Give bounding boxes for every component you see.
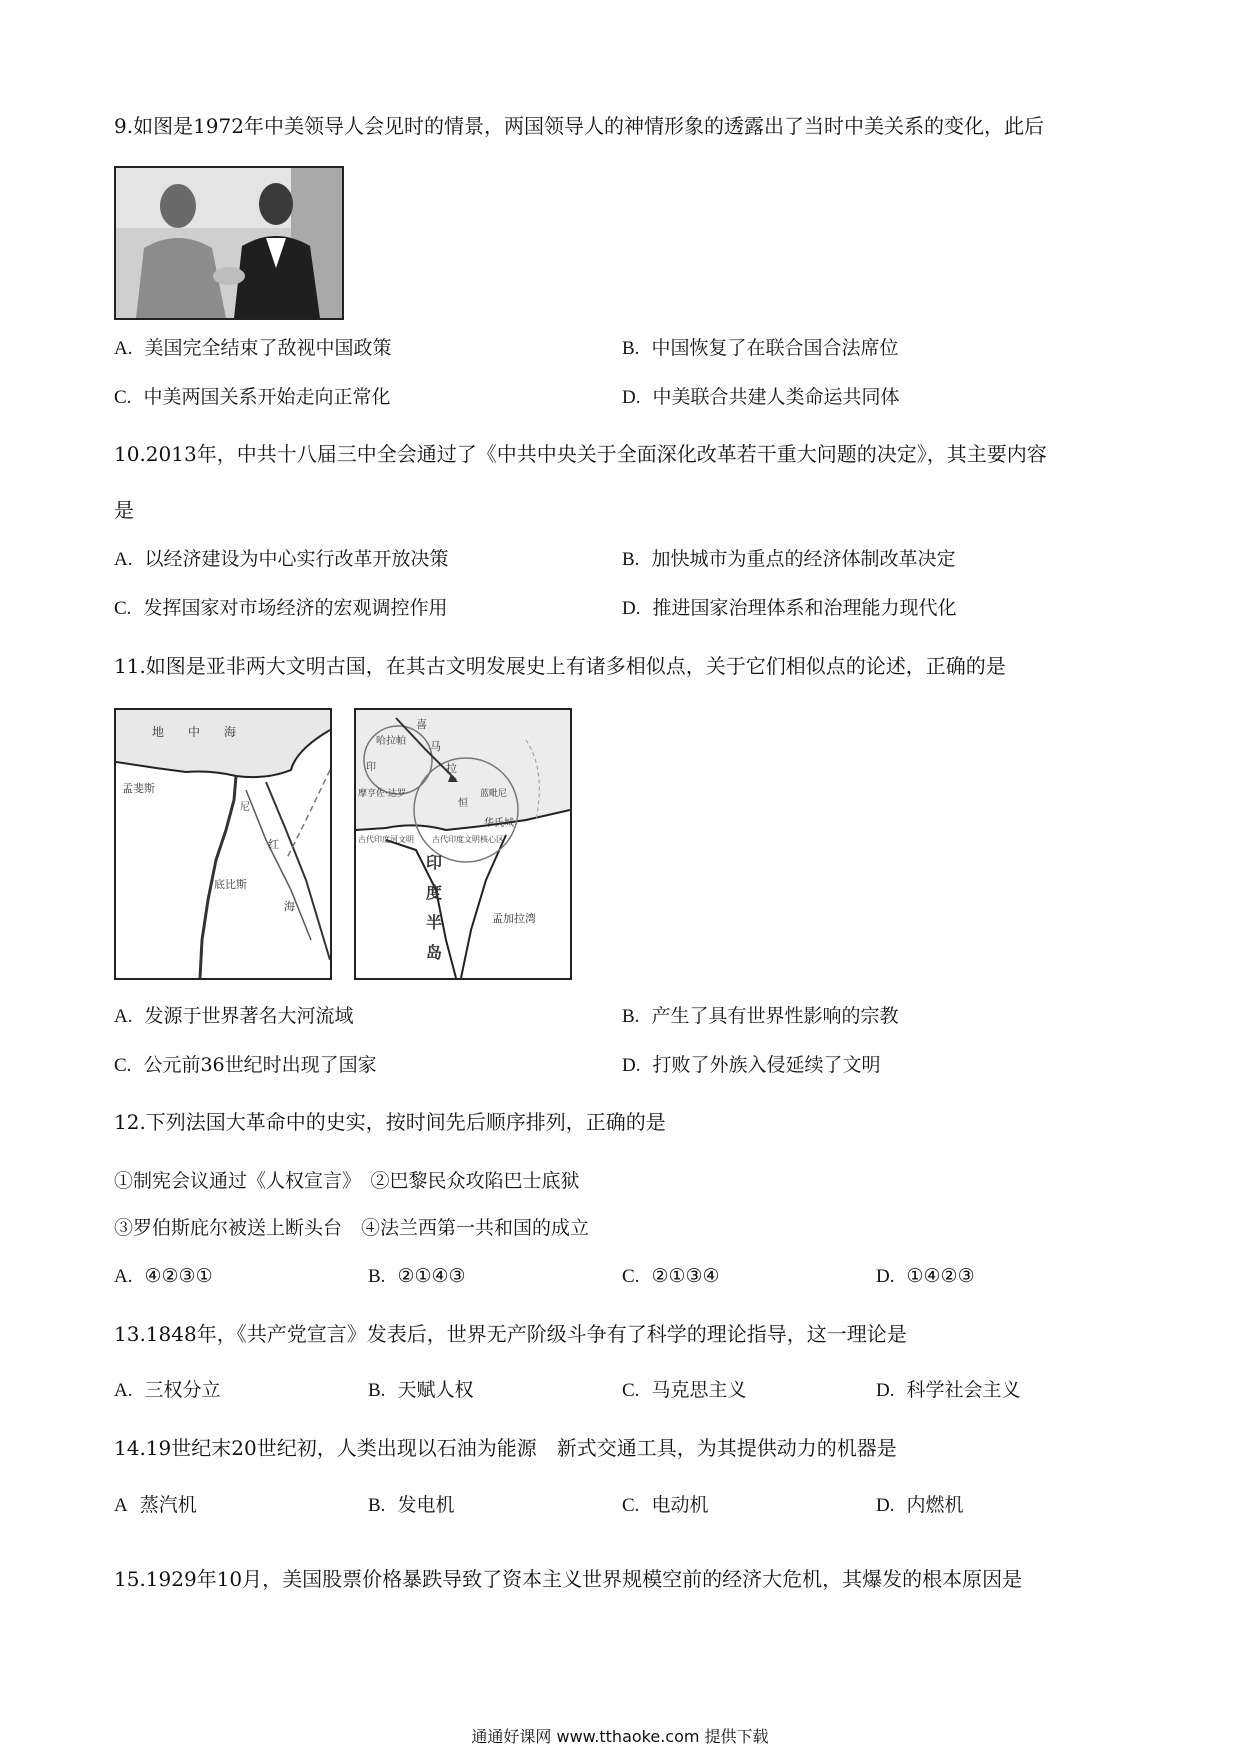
india-label-heng: 恒 — [458, 798, 468, 809]
q12-option-a[interactable]: A. ④②③① — [114, 1265, 213, 1287]
india-label-lumbini: 蓝毗尼 — [480, 789, 508, 799]
q12-events-line2: ③罗伯斯庇尔被送上断头台 ④法兰西第一共和国的成立 — [114, 1217, 590, 1239]
q11-option-d[interactable]: D. 打败了外族入侵延续了文明 — [622, 1054, 881, 1076]
q9-stem: 9.如图是1972年中美领导人会见时的情景，两国领导人的神情形象的透露出了当时中美关系的变化，此后 — [114, 114, 1044, 138]
india-label-xi: 喜 — [416, 718, 427, 731]
india-label-peninsula-4: 岛 — [426, 943, 443, 962]
q13-option-b[interactable]: B. 天赋人权 — [368, 1379, 474, 1401]
india-label-peninsula-3: 半 — [426, 913, 443, 932]
q9-option-d[interactable]: D. 中美联合共建人类命运共同体 — [622, 386, 900, 408]
egypt-label-red: 红 — [268, 838, 279, 851]
india-label-la: 拉 — [446, 762, 457, 775]
q11-option-a[interactable]: A. 发源于世界著名大河流域 — [114, 1005, 354, 1027]
footer-credit: 通通好课网 www.tthaoke.com 提供下载 — [471, 1727, 769, 1746]
q15-stem: 15.1929年10月，美国股票价格暴跌导致了资本主义世界规模空前的经济大危机，其爆发的根本原因是 — [114, 1567, 1023, 1591]
q10-stem-line1: 10.2013年，中共十八届三中全会通过了《中共中央关于全面深化改革若干重大问题的决定》，其主要内容 — [114, 442, 1047, 466]
q10-stem-line2: 是 — [114, 498, 134, 522]
india-map — [354, 708, 572, 980]
india-label-ma: 马 — [430, 740, 441, 753]
q13-option-c[interactable]: C. 马克思主义 — [622, 1379, 747, 1401]
q12-stem: 12.下列法国大革命中的史实，按时间先后顺序排列，正确的是 — [114, 1110, 666, 1134]
india-label-pataliputra: 华氏城 — [484, 818, 514, 829]
q11-option-b[interactable]: B. 产生了具有世界性影响的宗教 — [622, 1005, 899, 1027]
q10-option-c[interactable]: C. 发挥国家对市场经济的宏观调控作用 — [114, 597, 448, 619]
india-label-peninsula-1: 印 — [426, 853, 443, 872]
egypt-label-hai: 海 — [224, 725, 237, 739]
q12-option-b[interactable]: B. ②①④③ — [368, 1265, 466, 1287]
india-label-indus-civ: 古代印度河文明 — [358, 835, 414, 844]
india-label-core-area: 古代印度文明核心区 — [432, 835, 504, 844]
india-label-peninsula-2: 度 — [426, 883, 443, 902]
q14-option-d[interactable]: D. 内燃机 — [876, 1494, 964, 1516]
q14-option-b[interactable]: B. 发电机 — [368, 1494, 455, 1516]
india-label-mohenjo-daro: 摩亨佐·达罗 — [358, 789, 406, 799]
egypt-label-memphis: 孟斐斯 — [122, 782, 155, 795]
q14-option-a[interactable]: A 蒸汽机 — [114, 1494, 197, 1516]
q13-option-a[interactable]: A. 三权分立 — [114, 1379, 221, 1401]
egypt-label-nile: 尼 — [240, 802, 250, 813]
q13-option-d[interactable]: D. 科学社会主义 — [876, 1379, 1021, 1401]
q11-stem: 11.如图是亚非两大文明古国，在其古文明发展史上有诸多相似点，关于它们相似点的论述，正确的是 — [114, 654, 1006, 678]
egypt-label-thebes: 底比斯 — [214, 878, 247, 891]
india-label-bay-of-bengal: 孟加拉湾 — [492, 912, 536, 925]
q12-option-c[interactable]: C. ②①③④ — [622, 1265, 720, 1287]
q10-option-b[interactable]: B. 加快城市为重点的经济体制改革决定 — [622, 548, 956, 570]
q10-option-d[interactable]: D. 推进国家治理体系和治理能力现代化 — [622, 597, 957, 619]
q11-option-c[interactable]: C. 公元前36世纪时出现了国家 — [114, 1054, 377, 1076]
q14-stem: 14.19世纪末20世纪初，人类出现以石油为能源 新式交通工具，为其提供动力的机器是 — [114, 1436, 897, 1460]
egypt-map — [114, 708, 332, 980]
q9-option-b[interactable]: B. 中国恢复了在联合国合法席位 — [622, 337, 899, 359]
q14-option-c[interactable]: C. 电动机 — [622, 1494, 709, 1516]
q9-option-c[interactable]: C. 中美两国关系开始走向正常化 — [114, 386, 391, 408]
q13-stem: 13.1848年，《共产党宣言》发表后，世界无产阶级斗争有了科学的理论指导，这一理论是 — [114, 1322, 907, 1346]
egypt-label-zhong: 中 — [188, 725, 201, 739]
india-label-yin: 印 — [366, 762, 376, 773]
egypt-label-sea: 海 — [284, 900, 295, 913]
q10-option-a[interactable]: A. 以经济建设为中心实行改革开放决策 — [114, 548, 449, 570]
meeting-photo — [114, 166, 344, 320]
q12-events-line1: ①制宪会议通过《人权宣言》 ②巴黎民众攻陷巴士底狱 — [114, 1170, 580, 1192]
q9-option-a[interactable]: A. 美国完全结束了敌视中国政策 — [114, 337, 392, 359]
egypt-label-di: 地 — [152, 725, 165, 739]
india-label-harappa: 哈拉帕 — [376, 736, 406, 747]
q12-option-d[interactable]: D. ①④②③ — [876, 1265, 975, 1287]
